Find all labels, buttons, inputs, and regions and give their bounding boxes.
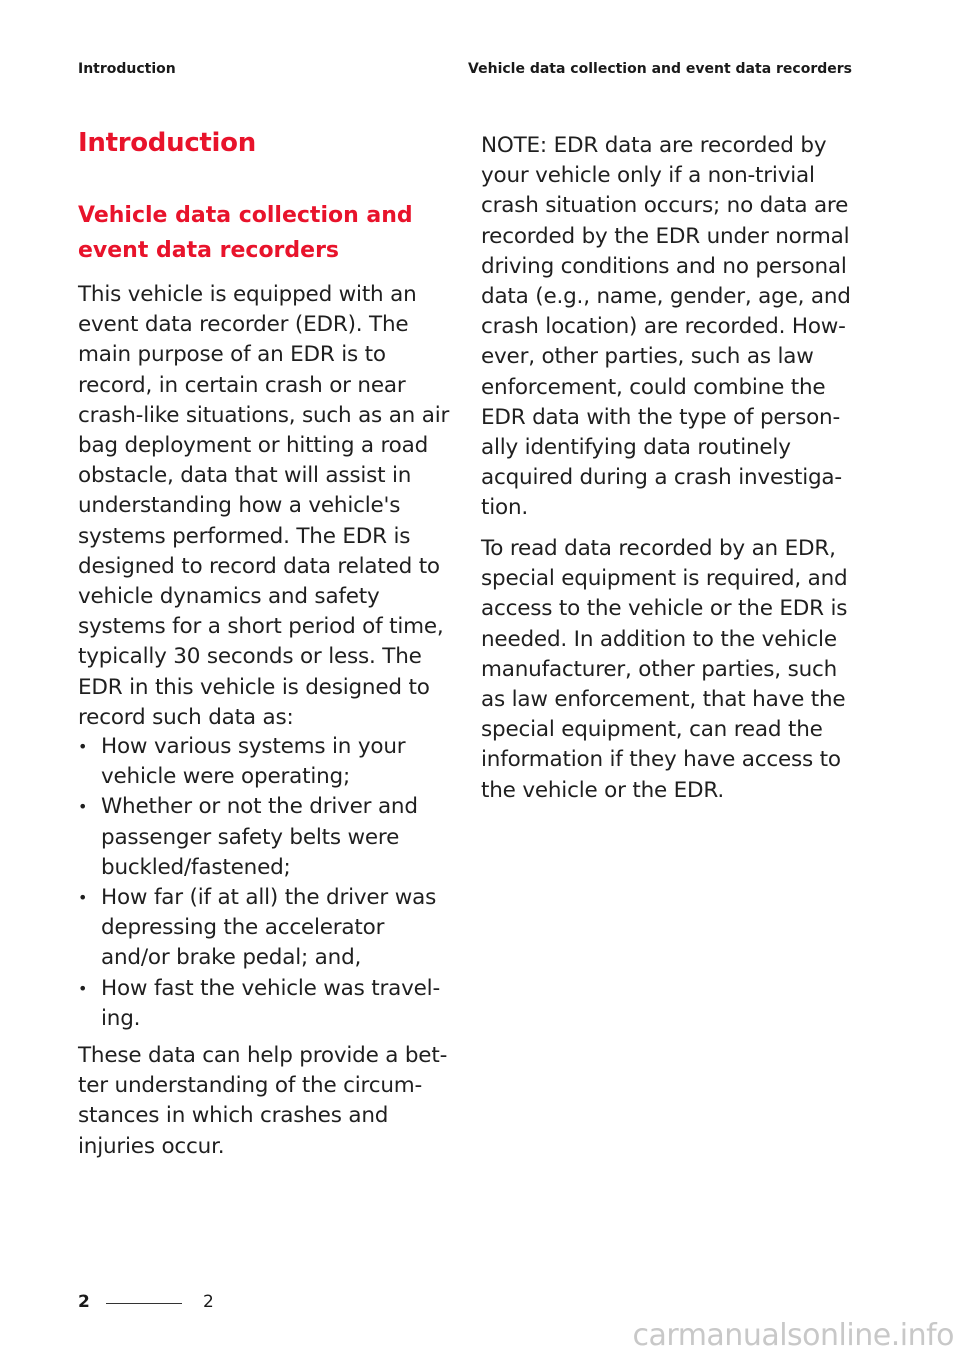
watermark-logo: carmanualsonline.info	[632, 1318, 954, 1353]
running-header-section: Introduction	[78, 61, 176, 77]
note-paragraph: NOTE: EDR data are recorded by your vehicle only if a non-trivial crash situation occurs; no data are recorded by the EDR under normal driving conditions and no personal data (e.g., name, gender, age, and crash location) are recorded. However, other parties, such as law enforcement, could combine the EDR data with the type of personally identifying data routinely acquired during a crash investigation.	[481, 133, 851, 521]
intro-paragraph: This vehicle is equipped with an event data recorder (EDR). The main purpose of an EDR is to record, in certain crash or near crash-like situations, such as an air bag deployment or hitting a road obstacle, data that will assist in understanding how a vehicle's systems performed. The EDR is designed to record data related to vehicle dynamics and safety systems for a short period of time, typically 30 seconds or less. The EDR in this vehicle is designed to record such data as:	[78, 282, 450, 730]
access-paragraph: To read data recorded by an EDR, special equipment is required, and access to the vehicle or the EDR is needed. In addition to the vehicle manufacturer, other parties, such as law enforcement, that have the special equipment, can read the information if they have access to the vehicle or the EDR.	[481, 536, 848, 803]
closing-paragraph: These data can help provide a better understanding of the circumstances in which crashes and injuries occur.	[78, 1043, 448, 1159]
list-item: • Whether or not the driver and passenger safety belts were buckled/fastened;	[78, 792, 450, 883]
footer-divider	[106, 1303, 182, 1304]
page-number: 2	[203, 1292, 214, 1312]
page-number-bold: 2	[78, 1292, 90, 1312]
running-header-title: Vehicle data collection and event data recorders	[468, 61, 852, 77]
list-item: • How far (if at all) the driver was depressing the accelerator and/or brake pedal; and,	[78, 883, 450, 974]
page-title: Introduction	[78, 128, 256, 158]
section-heading: Vehicle data collection and event data recorders	[78, 203, 413, 263]
recorded-data-list	[78, 732, 450, 1034]
list-item: • How various systems in your vehicle were operating;	[78, 732, 450, 792]
list-item: • How fast the vehicle was traveling.	[78, 974, 450, 1034]
